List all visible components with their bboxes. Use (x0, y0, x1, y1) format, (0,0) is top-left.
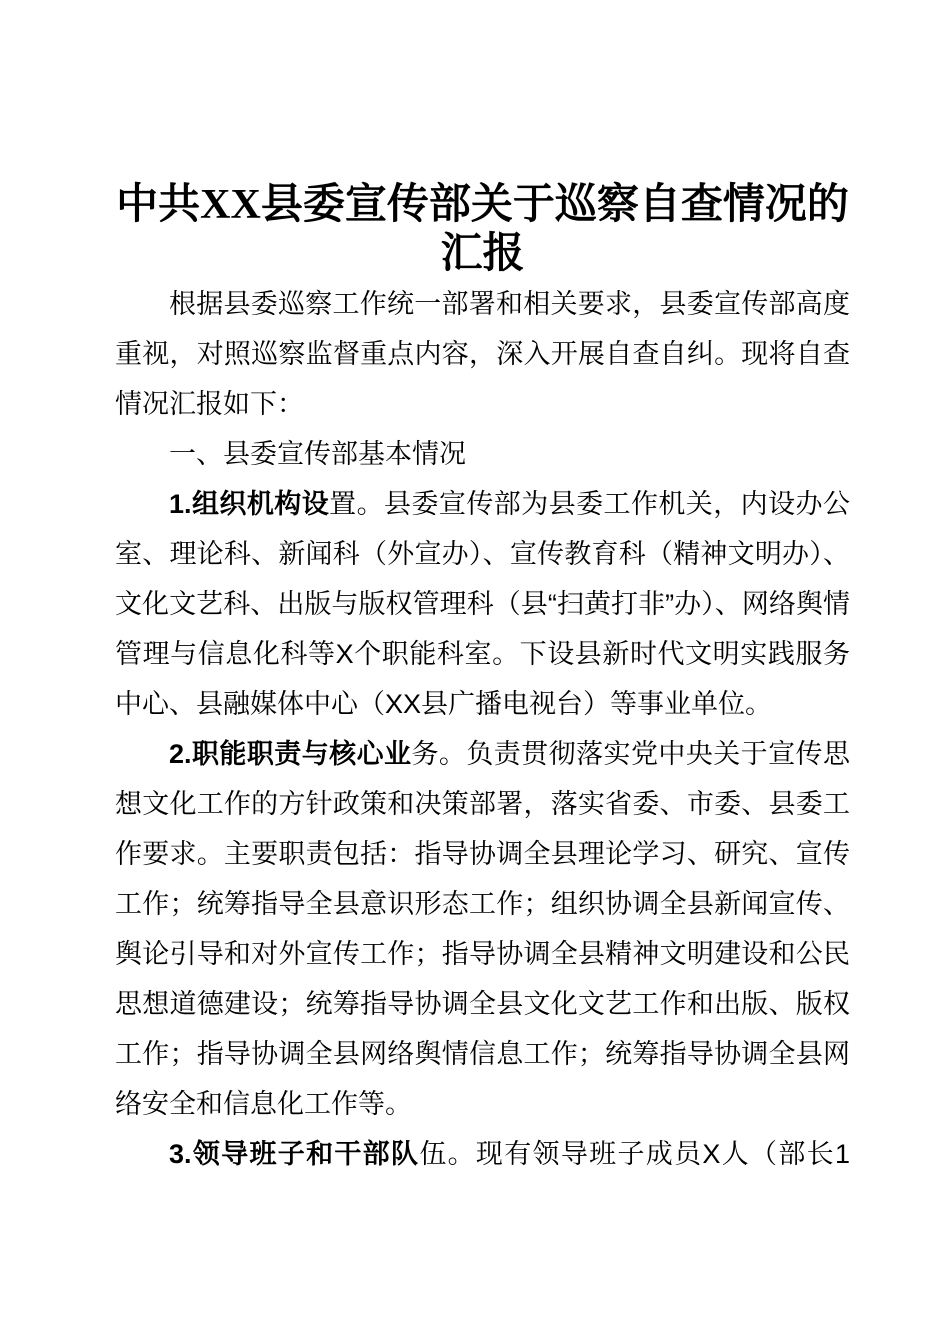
text-run: 务。负责贯彻落实党中央关于宣传思想文化工作的方针政策和决策部署，落实省委、市委、县委工作要求。主要职责包括：指导协调全县理论学习、研究、宣传工作；统筹指导全县意识形态工作；组织协调全县新闻宣传、舆论引导和对外宣传工作；指导协调全县精神文明建设和公民思想道德建设；统筹指导协调全县文化文艺工作和出版、版权工作；指导协调全县网络舆情信息工作；统筹指导协调全县网络安全和信息化工作等。 (115, 739, 850, 1119)
text-run: 置。县委宣传部为县委工作机关，内设办公室、理论科、新闻科（外宣办）、宣传教育科（精神文明办）、文化文艺科、出版与版权管理科（县“扫黄打非”办）、网络舆情管理与信息化科等X个职能科室。下设县新时代文明实践服务中心、县融媒体中心（XX县广播电视台）等事业单位。 (115, 489, 850, 719)
text-run-bold: 1.组织机构设 (169, 489, 330, 519)
paragraph-item-1 (115, 479, 850, 729)
text-run: 一、县委宣传部基本情况 (169, 439, 466, 469)
paragraph-item-3 (115, 1129, 850, 1179)
document-body (115, 279, 850, 1179)
paragraph-item-2 (115, 729, 850, 1129)
document-title: 中共XX县委宣传部关于巡察自查情况的汇报 (116, 182, 849, 277)
text-run-bold: 2.职能职责与核心业 (169, 739, 412, 769)
text-run: 伍。现有领导班子成员X人（部长1 (419, 1139, 850, 1169)
text-run-bold: 3.领导班子和干部队 (169, 1139, 420, 1169)
text-run: 根据县委巡察工作统一部署和相关要求，县委宣传部高度重视，对照巡察监督重点内容，深入开展自查自纠。现将自查情况汇报如下： (115, 289, 850, 419)
paragraph-intro (115, 279, 850, 429)
heading-section-1 (115, 429, 850, 479)
